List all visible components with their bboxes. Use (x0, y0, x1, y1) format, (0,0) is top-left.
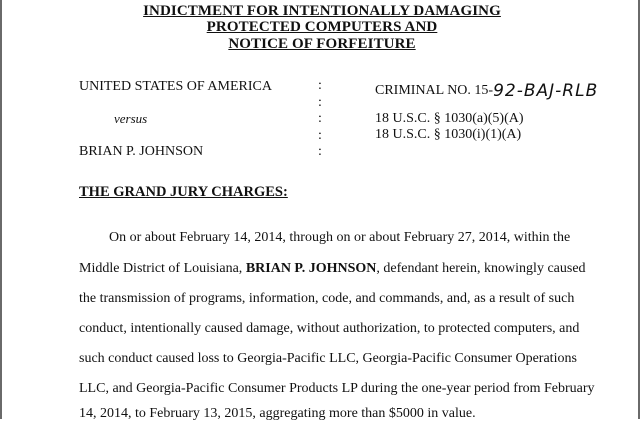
criminal-number-handwritten: 92-BAJ-RLB (493, 81, 599, 101)
plaintiff-name: UNITED STATES OF AMERICA (79, 79, 272, 94)
criminal-number (375, 79, 598, 99)
paragraph-line: 14, 2014, to February 13, 2015, aggregating more than $5000 in value. (79, 406, 476, 421)
title-line-2: PROTECTED COMPUTERS AND (206, 19, 438, 35)
caption-colon: : (318, 144, 322, 159)
defendant-name-inline: BRIAN P. JOHNSON (245, 261, 377, 276)
paragraph-text: Middle District of Louisiana, (79, 261, 246, 276)
defendant-name: BRIAN P. JOHNSON (79, 144, 204, 159)
paragraph-line: LLC, and Georgia-Pacific Consumer Products LP during the one-year period from February (79, 381, 595, 396)
paragraph-line (79, 261, 586, 277)
paragraph-text: , defendant herein, knowingly caused (376, 261, 586, 276)
caption-divider (318, 78, 328, 161)
paragraph-line: the transmission of programs, information, code, and commands, and, as a result of such (79, 291, 575, 306)
caption-colon: : (318, 127, 322, 143)
title-line-1: INDICTMENT FOR INTENTIONALLY DAMAGING (143, 3, 501, 19)
versus-label: versus (114, 111, 148, 126)
paragraph-line: such conduct caused loss to Georgia-Pacific LLC, Georgia-Pacific Consumer Operations (79, 351, 577, 366)
statute-1: 18 U.S.C. § 1030(a)(5)(A) (375, 111, 524, 126)
charges-heading: THE GRAND JURY CHARGES: (79, 184, 288, 200)
paragraph-line: On or about February 14, 2014, through on or about February 27, 2014, within the (109, 230, 571, 245)
criminal-number-label: CRIMINAL NO. 15- (375, 83, 494, 98)
caption-colon: : (318, 94, 322, 110)
paragraph-line: conduct, intentionally caused damage, without authorization, to protected computers, and (79, 321, 580, 336)
case-caption (2, 76, 640, 159)
caption-colon: : (318, 78, 322, 93)
caption-colon: : (318, 111, 322, 126)
statute-2: 18 U.S.C. § 1030(i)(1)(A) (375, 127, 522, 142)
title-line-3: NOTICE OF FORFEITURE (228, 36, 416, 52)
